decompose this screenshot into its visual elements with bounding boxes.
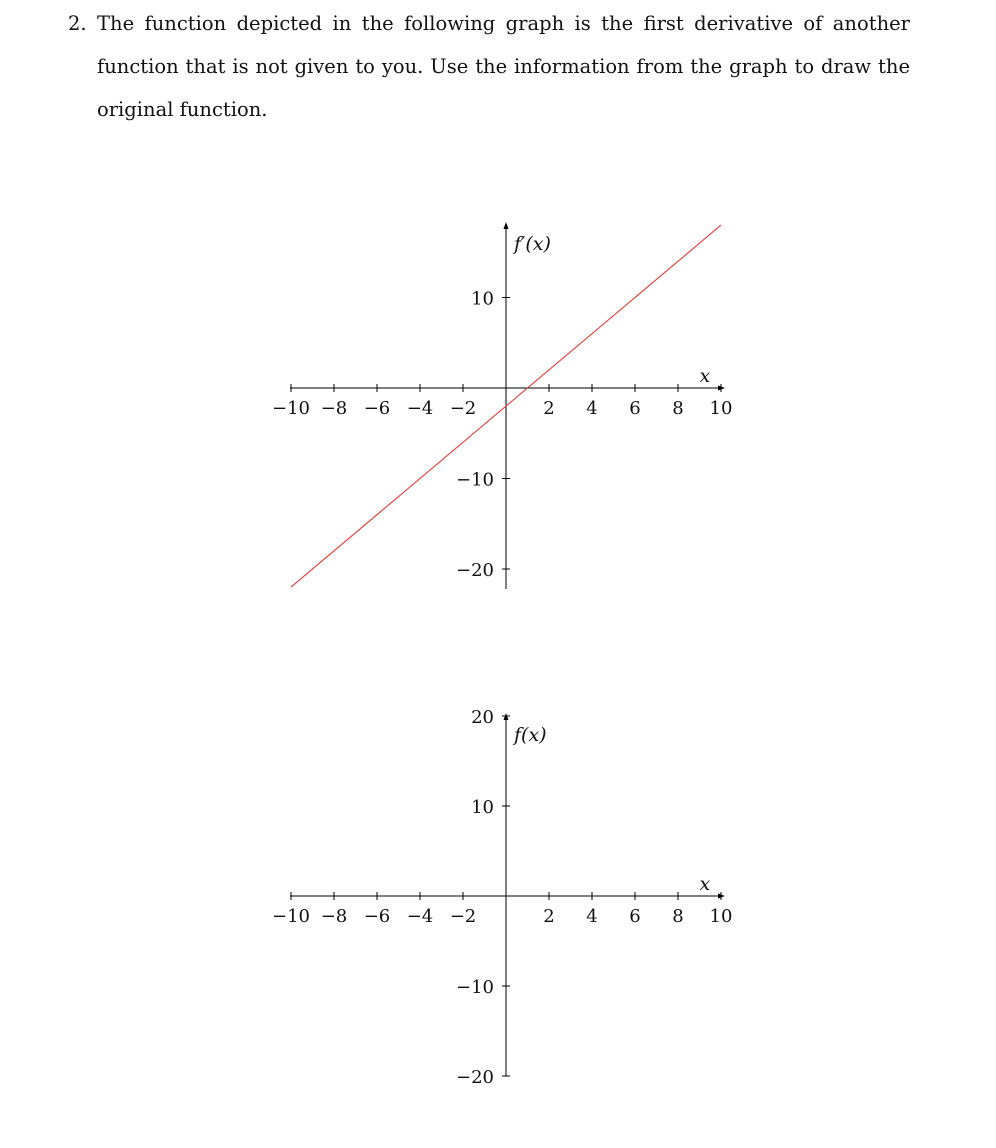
x-tick-label: 10 (709, 398, 733, 419)
y-tick-label: −10 (456, 469, 494, 491)
x-tick-label: 4 (586, 398, 598, 419)
y-axis-label: f′(x) (514, 233, 551, 255)
x-tick-label: −8 (320, 398, 348, 419)
y-tick-label: −20 (456, 1067, 494, 1088)
original-function-chart (0, 700, 996, 1100)
y-tick-label: 10 (471, 288, 494, 310)
x-tick-label: 4 (586, 906, 598, 927)
y-axis-label: f(x) (514, 724, 547, 746)
x-tick-label: −2 (449, 398, 477, 419)
x-tick-label: −4 (406, 906, 434, 927)
x-tick-label: −8 (320, 906, 348, 927)
x-tick-label: 6 (629, 398, 641, 419)
problem-text: The function depicted in the following graph is the first derivative of another function that is not given to you. Use the information from the graph to draw the original function. (97, 12, 910, 121)
x-tick-label: −10 (272, 398, 310, 419)
x-tick-label: 6 (629, 906, 641, 927)
x-tick-label: 2 (543, 906, 555, 927)
x-axis-label: x (699, 365, 711, 387)
y-axis-arrow-icon (504, 222, 509, 229)
y-tick-label: 20 (471, 707, 494, 728)
x-tick-label: −2 (449, 906, 477, 927)
x-tick-label: 8 (672, 398, 684, 419)
y-tick-label: −10 (456, 977, 494, 998)
problem-number: 2. (68, 12, 87, 35)
x-axis-label: x (699, 873, 711, 895)
problem-statement (68, 2, 910, 131)
x-tick-label: 10 (709, 906, 733, 927)
x-tick-label: 8 (672, 906, 684, 927)
x-tick-label: −10 (272, 906, 310, 927)
x-tick-label: −4 (406, 398, 434, 419)
y-tick-label: 10 (471, 797, 494, 818)
x-tick-label: 2 (543, 398, 555, 419)
x-tick-label: −6 (363, 398, 391, 419)
y-tick-label: −20 (456, 560, 494, 581)
derivative-chart (0, 200, 996, 600)
x-tick-label: −6 (363, 906, 391, 927)
